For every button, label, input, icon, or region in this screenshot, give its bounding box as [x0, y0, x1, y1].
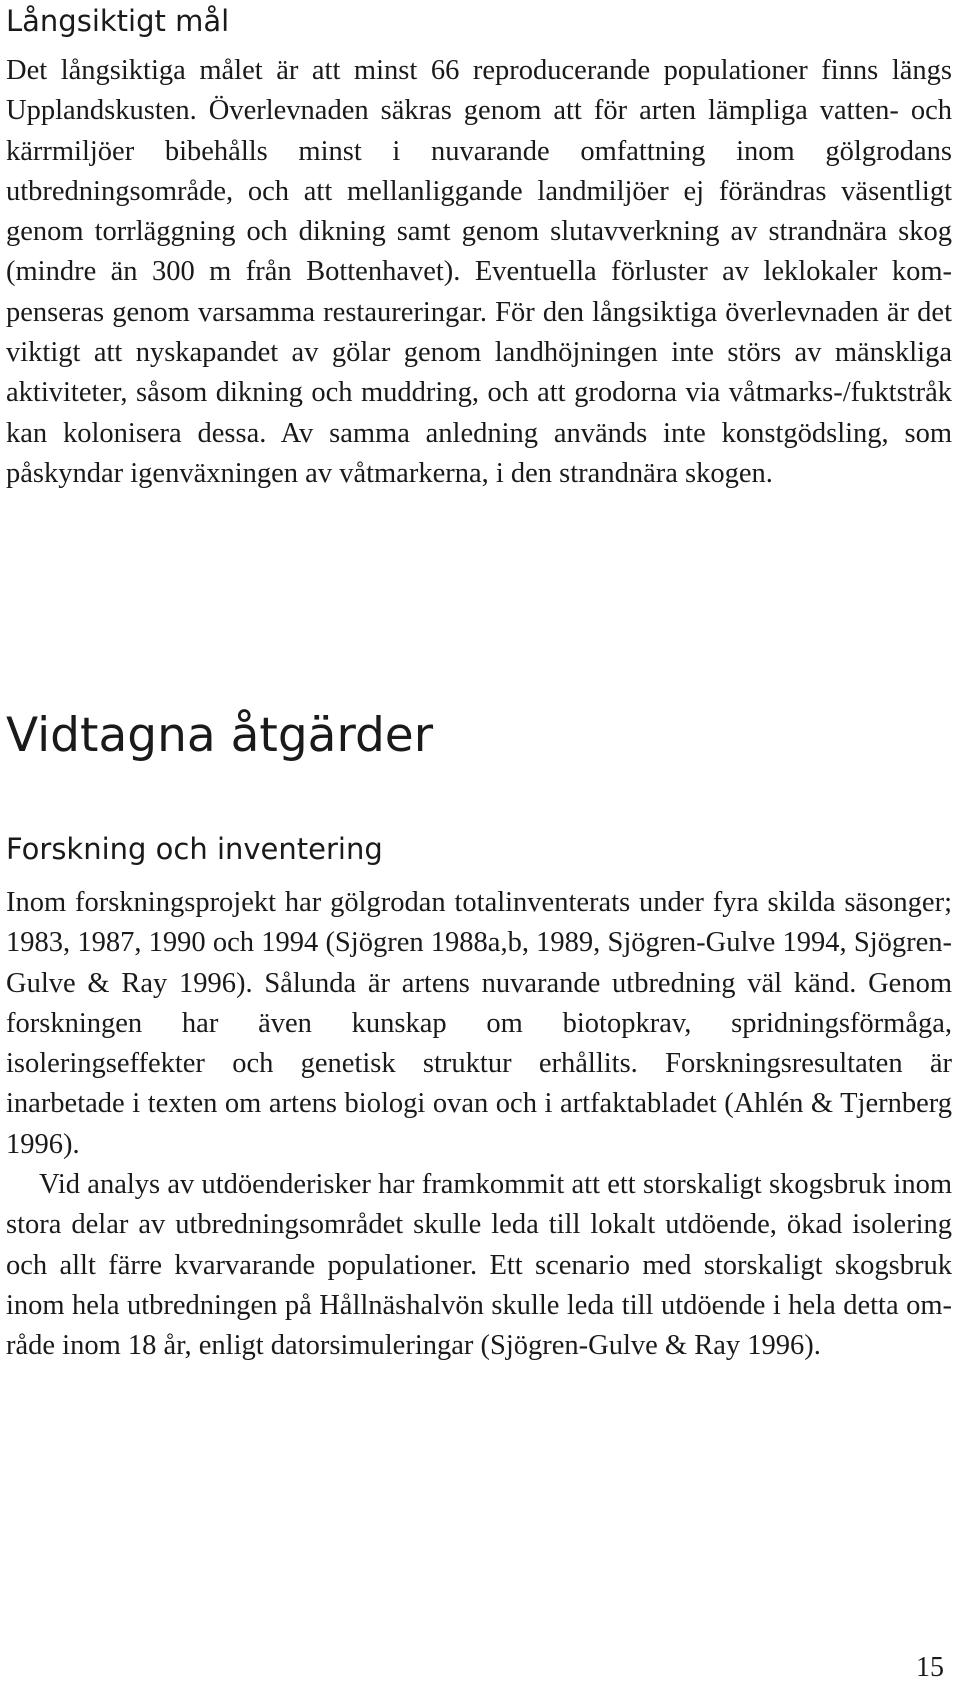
section-heading-long-term-goal: Långsiktigt mål: [6, 4, 230, 38]
paragraph: Inom forskningsprojekt har gölgrodan totalinventerats under fyra skilda säsonger; 1983, 1987, 1990 och 1994 (Sjögren 1988a,b, 1989, Sjögren-Gulve 1994, Sjögren-Gulve & Ray 1996). Sålunda är artens nuvarande utbredning väl känd. Genom forskningen har även kunskap om biotopkrav, spridningsförmåga, isoleringseffekter och genetisk struktur erhållits. Forskningsresultaten är inarbetade i texten om artens biologi ovan och i artfaktabladet (Ahlén & Tjernberg 1996).: [6, 887, 952, 1160]
section-body-long-term-goal: [6, 51, 952, 494]
chapter-heading: Vidtagna åtgärder: [6, 708, 434, 763]
document-page: [6, 0, 952, 1695]
paragraph: Vid analys av utdöenderisker har framkommit att ett storskaligt skogsbruk inom stora delar av utbredningsområdet skulle leda till lokalt utdöende, ökad isolering och allt färre kvarvarande populationer. Ett scenario med storskaligt skogsbruk inom hela utbredningen på Hållnäshalvön skulle leda till utdöende i hela detta område inom 18 år, enligt datorsimuleringar (Sjögren-Gulve & Ray 1996).: [6, 1169, 952, 1362]
section-body-research: [6, 883, 952, 1367]
page-number: 15: [916, 1652, 944, 1683]
paragraph: Det långsiktiga målet är att minst 66 reproducerande populationer finns längs Upplandskusten. Överlevnaden säkras genom att för arten lämpliga vatten- och kärrmiljöer bibehålls minst i nuvarande omfattning inom gölgrodans utbredningsområde, och att mellanliggande landmiljöer ej förändras väsentligt genom torrläggning och dikning samt genom slutavverkning av strandnära skog (mindre än 300 m från Bottenhavet). Eventuella förluster av leklokaler kompenseras genom varsamma restaureringar. För den långsiktiga överlevnaden är det viktigt att nyskapandet av gölar genom landhöjningen inte störs av mänskliga aktiviteter, såsom dikning och muddring, och att grodorna via våtmarks-/fuktstråk kan kolonisera dessa. Av samma anledning används inte konstgödsling, som påskyndar igenväxningen av våtmarkerna, i den strandnära skogen.: [6, 55, 952, 489]
section-heading-research: Forskning och inventering: [6, 832, 383, 866]
